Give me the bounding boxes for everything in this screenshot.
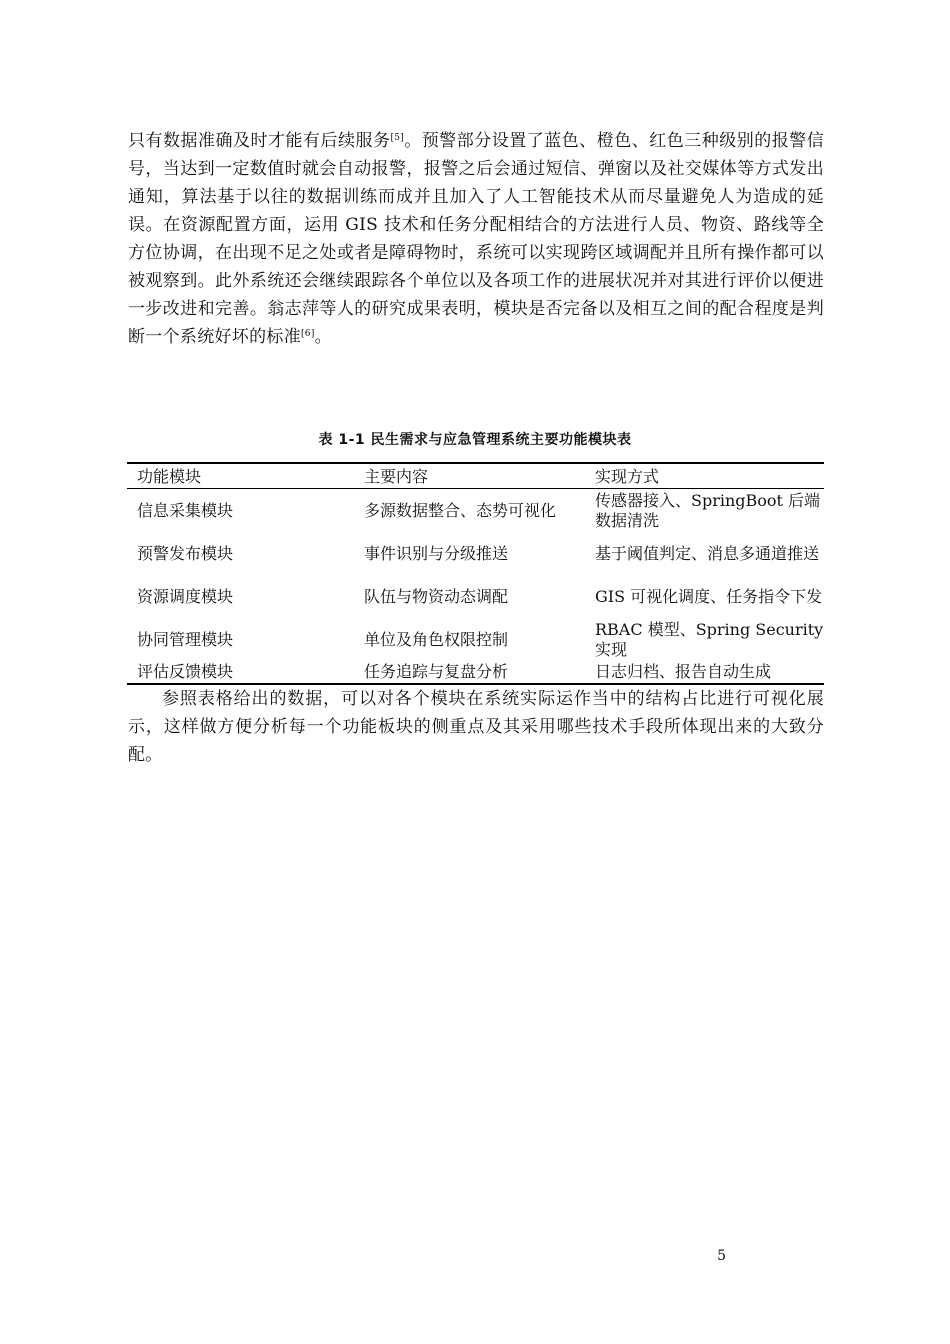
table-row [127,618,824,661]
table-row [127,532,824,575]
table-cell: 基于阈值判定、消息多通道推送 [595,543,820,563]
column-header: 主要内容 [364,467,429,486]
table-cell: GIS 可视化调度、任务指令下发 [595,586,823,606]
table-cell: 资源调度模块 [137,586,234,606]
paragraph-text: 只有数据准确及时才能有后续服务 [128,131,391,151]
table-cell: 日志归档、报告自动生成 [595,662,772,681]
paragraph-text: 。 [314,327,332,347]
table-cell: 信息采集模块 [137,500,234,520]
paragraph-text: 。预警部分设置了蓝色、橙色、红色三种级别的报警信号，当达到一定数值时就会自动报警，报警之后会通过短信、弹窗以及社交媒体等方式发出通知，算法基于以往的数据训练而成并且加入了人工智能技术从而尽量避免人为造成的延误。在资源配置方面，运用 GIS 技术和任务分配相结合的方法进行人员、物资、路线等全方位协调，在出现不足之处或者是障碍物时，系统可以实现跨区域调配并且所有操作都可以被观察到。此外系统还会继续跟踪各个单位以及各项工作的进展状况并对其进行评价以便进一步改进和完善。翁志萍等人的研究成果表明，模块是否完备以及相互之间的配合程度是判断一个系统好坏的标准 [128,131,825,347]
column-header: 功能模块 [137,467,202,486]
table-cell: 多源数据整合、态势可视化 [364,500,557,520]
citation-ref[interactable]: [5] [390,133,405,143]
body-paragraph [128,685,824,769]
table-header-row [127,463,824,489]
page-number: 5 [717,1248,726,1264]
table-cell: 预警发布模块 [137,543,234,563]
table-cell: 协同管理模块 [137,629,234,649]
table-row [127,575,824,618]
table-row [127,661,824,684]
table-cell: RBAC 模型、Spring Security 实现 [595,619,824,659]
paragraph-text: 参照表格给出的数据，可以对各个模块在系统实际运作当中的结构占比进行可视化展示，这样做方便分析每一个功能板块的侧重点及其采用哪些技术手段所体现出来的大致分配。 [128,689,824,765]
table-cell: 评估反馈模块 [137,662,234,681]
table-cell: 队伍与物资动态调配 [364,586,509,606]
table-cell: 传感器接入、SpringBoot 后端数据清洗 [595,490,821,530]
module-table [127,462,824,685]
table-cell: 单位及角色权限控制 [364,629,509,649]
citation-ref[interactable]: [6] [301,329,315,339]
table-cell: 事件识别与分级推送 [364,543,509,563]
column-header: 实现方式 [595,467,660,486]
table-row [127,489,824,533]
table-cell: 任务追踪与复盘分析 [364,662,509,681]
body-paragraph [128,127,824,351]
table-caption: 表 1-1 民生需求与应急管理系统主要功能模块表 [318,432,632,448]
